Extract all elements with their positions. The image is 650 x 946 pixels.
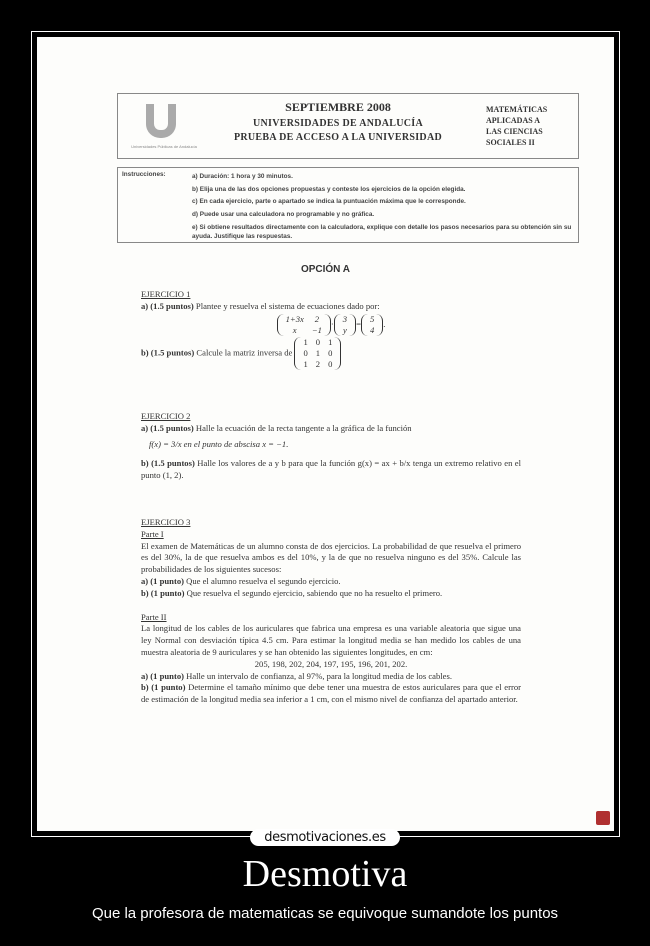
- part-title: Parte I: [141, 528, 164, 539]
- exam-header: [117, 93, 579, 159]
- instruction-item: d) Puede usar una calculadora no programable y no gráfica.: [192, 210, 375, 218]
- points: b) (1.5 puntos): [141, 347, 195, 358]
- option-title: OPCIÓN A: [300, 264, 351, 275]
- instruction-item: e) Si obtiene resultados directamente con la calculadora, explique con detalle los pasos necesarios para su obtención sin su ayuda. Justifique las respuestas.: [192, 224, 572, 241]
- exam-university: UNIVERSIDADES DE ANDALUCÍA: [252, 118, 424, 129]
- points: a) (1.5 puntos): [141, 300, 194, 311]
- points: b) (1 punto): [141, 587, 185, 598]
- exam-name: PRUEBA DE ACCESO A LA UNIVERSIDAD: [233, 132, 442, 143]
- exam-subject: [486, 104, 547, 148]
- exercise-text: Plantee y resuelva el sistema de ecuaciones dado por:: [193, 300, 380, 311]
- exercise-3: [141, 517, 521, 706]
- university-logo: [124, 100, 204, 154]
- points: a) (1.5 puntos): [141, 422, 194, 433]
- exercise-text: La longitud de los cables de los auriculares que fabrica una empresa es una variable aleatoria que sigue una ley Normal con desviación típica 4.5 cm. Para estimar la longitud media se han medido los cables de una muestra aleatoria de 9 auriculares y se han obtenido las siguientes longitudes, en cm:: [141, 623, 521, 657]
- exercise-title: EJERCICIO 1: [141, 289, 191, 299]
- subject-line: MATEMÁTICAS: [486, 105, 548, 114]
- exercise-text: Que el alumno resuelva el segundo ejercicio.: [183, 575, 341, 586]
- equation-matrix: 1+3x 2 x −1 · 3 y = 5 4 .: [141, 314, 521, 336]
- instruction-item: b) Elija una de las dos opciones propuestas y conteste los ejercicios de la opción elegida.: [192, 185, 466, 193]
- inverse-matrix: 1 0 1 0 1 0 1 2 0: [294, 337, 341, 370]
- exercise-text: Halle la ecuación de la recta tangente a la gráfica de la función: [193, 422, 412, 433]
- sample-data: 205, 198, 202, 204, 197, 195, 196, 201, 202.: [254, 658, 408, 669]
- points: b) (1.5 puntos): [141, 458, 195, 469]
- exercise-text: El examen de Matemáticas de un alumno consta de dos ejercicios. La probabilidad de que resuelva el primero es del 30%, la de que resuelva ambos es del 10%, y la de que no resuelva ninguno es del 35%. Calcule las probabilidades de los siguientes sucesos:: [141, 540, 521, 575]
- exercise-1: [141, 289, 521, 370]
- exercise-title: EJERCICIO 3: [141, 517, 191, 527]
- watermark-icon: [596, 811, 610, 825]
- exercise-text: Halle los valores de a y b para que la función g(x) = ax + b/x tenga un extremo relativo en el punto (1, 2).: [141, 458, 521, 481]
- exam-image: [37, 37, 614, 831]
- instructions-label: Instrucciones:: [122, 171, 166, 178]
- exercise-text: f(x) = 3/x en el punto de abscisa x = −1.: [149, 438, 289, 449]
- exam-date: SEPTIEMBRE 2008: [285, 100, 391, 114]
- exercise-title: EJERCICIO 2: [141, 411, 191, 421]
- exercise-text: Halle un intervalo de confianza, al 97%, para la longitud media de los cables.: [183, 670, 452, 681]
- exercise-text: Calcule la matriz inversa de: [194, 347, 293, 358]
- poster-frame: [31, 31, 620, 837]
- instruction-item: a) Duración: 1 hora y 30 minutos.: [192, 173, 293, 180]
- poster-caption: Que la profesora de matematicas se equivoque sumandote los puntos: [91, 905, 559, 922]
- exercise-text: Que resuelva el segundo ejercicio, sabiendo que no ha resuelto el primero.: [184, 587, 443, 598]
- points: a) (1 punto): [141, 670, 184, 681]
- logo-caption: Universidades Públicas de Andalucía: [131, 144, 197, 149]
- subject-line: LAS CIENCIAS: [486, 127, 543, 136]
- subject-line: APLICADAS A: [486, 116, 541, 125]
- instructions-box: [117, 167, 579, 243]
- poster-title: Desmotiva: [242, 853, 408, 895]
- subject-line: SOCIALES II: [486, 138, 535, 147]
- site-brand[interactable]: desmotivaciones.es: [250, 829, 400, 846]
- exercise-text: Determine el tamaño mínimo que debe tener una muestra de estos auriculares para que el error de estimación de la longitud media sea inferior a 1 cm, con el mismo nivel de confianza del apartado anterior.: [141, 682, 521, 705]
- instruction-item: c) En cada ejercicio, parte o apartado se indica la puntuación máxima que le corresponde.: [192, 198, 466, 206]
- exercise-2: [141, 411, 521, 482]
- points: a) (1 punto): [141, 575, 184, 586]
- part-title: Parte II: [141, 611, 167, 622]
- points: b) (1 punto): [141, 682, 186, 693]
